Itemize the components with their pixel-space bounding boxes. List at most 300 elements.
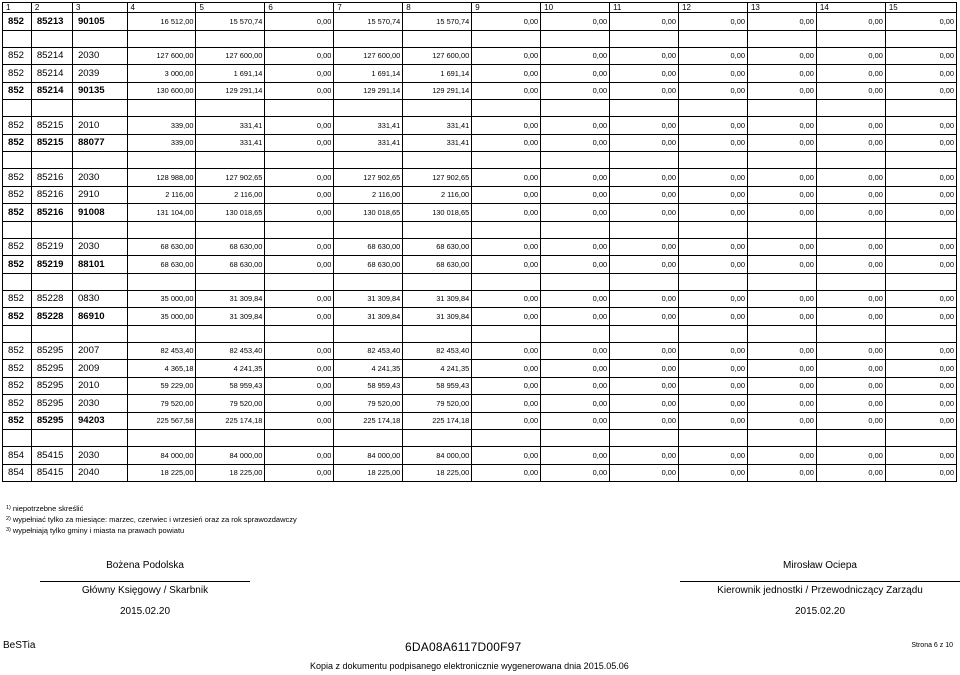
empty-cell [265,221,334,238]
table-row [3,169,957,187]
amount-cell: 2 116,00 [127,186,196,204]
amount-cell: 331,41 [403,134,472,152]
amount-cell: 0,00 [885,377,956,395]
chapter-cell: 85295 [31,342,72,360]
copy-notice: Kopia z dokumentu podpisanego elektronicznie wygenerowana dnia 2015.05.06 [310,661,629,671]
chapter-cell: 85295 [31,360,72,378]
amount-cell: 0,00 [679,134,748,152]
table-row [3,290,957,308]
column-number: 12 [679,3,748,13]
amount-cell: 0,00 [472,204,541,222]
paragraph-cell: 90135 [72,82,127,100]
amount-cell: 0,00 [610,377,679,395]
amount-cell: 0,00 [541,134,610,152]
amount-cell: 0,00 [747,13,816,31]
amount-cell: 0,00 [679,360,748,378]
amount-cell: 130 018,65 [334,204,403,222]
amount-cell: 0,00 [265,238,334,256]
paragraph-cell: 2007 [72,342,127,360]
empty-cell [3,100,32,117]
amount-cell: 0,00 [610,169,679,187]
empty-cell [196,430,265,447]
amount-cell: 0,00 [885,360,956,378]
section-cell: 852 [3,47,32,65]
amount-cell: 1 691,14 [334,65,403,83]
paragraph-cell: 91008 [72,204,127,222]
amount-cell: 18 225,00 [196,464,265,482]
spacer-row [3,152,957,169]
amount-cell: 0,00 [679,256,748,274]
empty-cell [196,325,265,342]
empty-cell [3,325,32,342]
amount-cell: 0,00 [541,82,610,100]
summary-row [3,204,957,222]
amount-cell: 0,00 [265,342,334,360]
amount-cell: 0,00 [265,65,334,83]
empty-cell [127,273,196,290]
amount-cell: 0,00 [265,82,334,100]
summary-row [3,256,957,274]
amount-cell: 127 600,00 [403,47,472,65]
empty-cell [403,100,472,117]
amount-cell: 82 453,40 [196,342,265,360]
empty-cell [747,325,816,342]
amount-cell: 0,00 [541,13,610,31]
section-cell: 852 [3,169,32,187]
section-cell: 852 [3,186,32,204]
amount-cell: 331,41 [334,117,403,135]
empty-cell [610,100,679,117]
chapter-cell: 85219 [31,256,72,274]
table-row [3,342,957,360]
signature-date: 2015.02.20 [794,606,846,617]
amount-cell: 0,00 [816,290,885,308]
amount-cell: 68 630,00 [403,238,472,256]
amount-cell: 0,00 [610,186,679,204]
amount-cell: 68 630,00 [196,256,265,274]
amount-cell: 68 630,00 [334,238,403,256]
amount-cell: 0,00 [816,342,885,360]
chapter-cell: 85295 [31,377,72,395]
amount-cell: 130 600,00 [127,82,196,100]
amount-cell: 0,00 [885,204,956,222]
amount-cell: 0,00 [265,47,334,65]
amount-cell: 0,00 [816,256,885,274]
amount-cell: 59 229,00 [127,377,196,395]
amount-cell: 0,00 [472,360,541,378]
empty-cell [679,221,748,238]
amount-cell: 0,00 [885,65,956,83]
empty-cell [31,152,72,169]
empty-cell [127,221,196,238]
amount-cell: 0,00 [816,464,885,482]
section-cell: 852 [3,82,32,100]
amount-cell: 0,00 [541,342,610,360]
empty-cell [472,152,541,169]
empty-cell [747,152,816,169]
amount-cell: 18 225,00 [403,464,472,482]
empty-cell [334,221,403,238]
chapter-cell: 85214 [31,65,72,83]
chapter-cell: 85228 [31,290,72,308]
table-row [3,447,957,465]
paragraph-cell: 88101 [72,256,127,274]
section-cell: 852 [3,342,32,360]
amount-cell: 0,00 [472,395,541,413]
amount-cell: 127 902,65 [403,169,472,187]
amount-cell: 0,00 [265,447,334,465]
amount-cell: 79 520,00 [334,395,403,413]
chapter-cell: 85215 [31,117,72,135]
amount-cell: 331,41 [403,117,472,135]
summary-row [3,134,957,152]
empty-cell [816,30,885,47]
amount-cell: 225 174,18 [196,412,265,430]
amount-cell: 0,00 [885,308,956,326]
column-number: 6 [265,3,334,13]
amount-cell: 331,41 [196,134,265,152]
amount-cell: 0,00 [610,342,679,360]
empty-cell [679,152,748,169]
empty-cell [885,273,956,290]
section-cell: 852 [3,308,32,326]
amount-cell: 0,00 [610,395,679,413]
summary-row [3,13,957,31]
amount-cell: 15 570,74 [196,13,265,31]
amount-cell: 0,00 [610,447,679,465]
table-row [3,186,957,204]
amount-cell: 0,00 [885,13,956,31]
empty-cell [816,152,885,169]
chapter-cell: 85214 [31,82,72,100]
chapter-cell: 85216 [31,169,72,187]
amount-cell: 0,00 [816,117,885,135]
summary-row [3,82,957,100]
amount-cell: 58 959,43 [334,377,403,395]
financial-table [2,2,957,482]
amount-cell: 4 365,18 [127,360,196,378]
empty-cell [403,221,472,238]
amount-cell: 0,00 [816,238,885,256]
amount-cell: 0,00 [885,395,956,413]
empty-cell [72,325,127,342]
amount-cell: 0,00 [610,82,679,100]
amount-cell: 127 600,00 [334,47,403,65]
amount-cell: 0,00 [472,412,541,430]
signatory-role: Główny Księgowy / Skarbnik [81,585,209,596]
amount-cell: 0,00 [265,186,334,204]
empty-cell [541,30,610,47]
empty-cell [3,221,32,238]
amount-cell: 0,00 [885,256,956,274]
signature-chief-accountant [40,560,250,617]
paragraph-cell: 2040 [72,464,127,482]
signatory-role: Kierownik jednostki / Przewodniczący Zarządu [717,585,923,596]
signatory-name: Mirosław Ociepa [783,560,857,571]
signature-line [40,581,250,582]
column-number: 1 [3,3,32,13]
empty-cell [334,30,403,47]
empty-cell [816,430,885,447]
empty-cell [885,430,956,447]
amount-cell: 127 902,65 [196,169,265,187]
amount-cell: 35 000,00 [127,290,196,308]
table-row [3,47,957,65]
amount-cell: 79 520,00 [403,395,472,413]
column-number: 11 [610,3,679,13]
empty-cell [3,430,32,447]
amount-cell: 0,00 [747,395,816,413]
empty-cell [31,100,72,117]
amount-cell: 0,00 [610,412,679,430]
amount-cell: 31 309,84 [403,308,472,326]
column-number: 3 [72,3,127,13]
amount-cell: 4 241,35 [334,360,403,378]
amount-cell: 68 630,00 [127,238,196,256]
amount-cell: 0,00 [679,117,748,135]
empty-cell [72,152,127,169]
amount-cell: 0,00 [747,290,816,308]
amount-cell: 0,00 [610,464,679,482]
amount-cell: 0,00 [265,256,334,274]
spacer-row [3,325,957,342]
signatory-name: Bożena Podolska [106,560,184,571]
amount-cell: 0,00 [541,308,610,326]
amount-cell: 0,00 [885,82,956,100]
amount-cell: 331,41 [334,134,403,152]
empty-cell [747,221,816,238]
amount-cell: 127 902,65 [334,169,403,187]
column-number: 15 [885,3,956,13]
paragraph-cell: 2910 [72,186,127,204]
empty-cell [816,100,885,117]
empty-cell [196,100,265,117]
amount-cell: 130 018,65 [196,204,265,222]
empty-cell [31,325,72,342]
amount-cell: 0,00 [610,47,679,65]
empty-cell [196,30,265,47]
paragraph-cell: 2030 [72,169,127,187]
empty-cell [265,152,334,169]
amount-cell: 0,00 [816,447,885,465]
amount-cell: 1 691,14 [196,65,265,83]
amount-cell: 0,00 [265,117,334,135]
amount-cell: 0,00 [541,395,610,413]
footnote [6,525,297,536]
column-number: 9 [472,3,541,13]
chapter-cell: 85216 [31,204,72,222]
amount-cell: 3 000,00 [127,65,196,83]
amount-cell: 131 104,00 [127,204,196,222]
empty-cell [265,430,334,447]
amount-cell: 0,00 [816,186,885,204]
amount-cell: 0,00 [747,360,816,378]
amount-cell: 0,00 [747,342,816,360]
amount-cell: 0,00 [679,186,748,204]
empty-cell [610,430,679,447]
amount-cell: 0,00 [541,238,610,256]
amount-cell: 0,00 [472,169,541,187]
paragraph-cell: 2010 [72,117,127,135]
empty-cell [265,273,334,290]
amount-cell: 1 691,14 [403,65,472,83]
amount-cell: 0,00 [265,134,334,152]
amount-cell: 0,00 [747,308,816,326]
amount-cell: 2 116,00 [403,186,472,204]
amount-cell: 31 309,84 [334,290,403,308]
section-cell: 852 [3,360,32,378]
amount-cell: 225 174,18 [403,412,472,430]
amount-cell: 0,00 [885,447,956,465]
signature-date: 2015.02.20 [119,606,171,617]
amount-cell: 2 116,00 [334,186,403,204]
amount-cell: 331,41 [196,117,265,135]
amount-cell: 0,00 [816,204,885,222]
section-cell: 852 [3,377,32,395]
empty-cell [472,325,541,342]
paragraph-cell: 90105 [72,13,127,31]
column-number-row [3,3,957,13]
amount-cell: 0,00 [679,169,748,187]
chapter-cell: 85214 [31,47,72,65]
signature-head-of-unit [680,560,960,617]
amount-cell: 0,00 [541,377,610,395]
empty-cell [885,221,956,238]
section-cell: 852 [3,13,32,31]
empty-cell [72,273,127,290]
amount-cell: 82 453,40 [334,342,403,360]
amount-cell: 15 570,74 [334,13,403,31]
amount-cell: 0,00 [472,65,541,83]
amount-cell: 0,00 [885,238,956,256]
amount-cell: 0,00 [610,256,679,274]
amount-cell: 0,00 [816,412,885,430]
empty-cell [403,325,472,342]
empty-cell [472,221,541,238]
amount-cell: 68 630,00 [127,256,196,274]
empty-cell [72,100,127,117]
empty-cell [541,221,610,238]
table-row [3,464,957,482]
amount-cell: 31 309,84 [196,290,265,308]
amount-cell: 0,00 [472,13,541,31]
amount-cell: 0,00 [679,238,748,256]
amount-cell: 0,00 [541,447,610,465]
amount-cell: 31 309,84 [334,308,403,326]
amount-cell: 0,00 [610,13,679,31]
empty-cell [472,100,541,117]
amount-cell: 68 630,00 [334,256,403,274]
amount-cell: 0,00 [747,238,816,256]
amount-cell: 68 630,00 [403,256,472,274]
column-number: 10 [541,3,610,13]
empty-cell [31,221,72,238]
empty-cell [472,273,541,290]
section-cell: 852 [3,238,32,256]
empty-cell [127,152,196,169]
empty-cell [31,430,72,447]
amount-cell: 0,00 [472,464,541,482]
amount-cell: 0,00 [472,238,541,256]
table-row [3,238,957,256]
amount-cell: 0,00 [747,65,816,83]
amount-cell: 58 959,43 [403,377,472,395]
empty-cell [72,221,127,238]
amount-cell: 68 630,00 [196,238,265,256]
amount-cell: 0,00 [541,204,610,222]
spacer-row [3,30,957,47]
spacer-row [3,430,957,447]
amount-cell: 0,00 [816,65,885,83]
column-number: 5 [196,3,265,13]
empty-cell [3,30,32,47]
column-number: 2 [31,3,72,13]
section-cell: 852 [3,395,32,413]
amount-cell: 0,00 [541,169,610,187]
amount-cell: 18 225,00 [127,464,196,482]
page-number: Strona 6 z 10 [911,642,953,649]
amount-cell: 0,00 [541,117,610,135]
amount-cell: 0,00 [541,464,610,482]
amount-cell: 0,00 [610,134,679,152]
amount-cell: 0,00 [747,82,816,100]
empty-cell [747,100,816,117]
empty-cell [127,325,196,342]
empty-cell [472,30,541,47]
amount-cell: 0,00 [265,412,334,430]
spacer-row [3,273,957,290]
paragraph-cell: 86910 [72,308,127,326]
amount-cell: 0,00 [885,186,956,204]
amount-cell: 127 600,00 [127,47,196,65]
paragraph-cell: 0830 [72,290,127,308]
empty-cell [885,325,956,342]
empty-cell [334,325,403,342]
section-cell: 852 [3,204,32,222]
section-cell: 852 [3,134,32,152]
section-cell: 852 [3,412,32,430]
amount-cell: 58 959,43 [196,377,265,395]
amount-cell: 0,00 [747,377,816,395]
empty-cell [72,430,127,447]
amount-cell: 0,00 [265,395,334,413]
amount-cell: 0,00 [679,47,748,65]
amount-cell: 2 116,00 [196,186,265,204]
amount-cell: 79 520,00 [196,395,265,413]
software-name: BeSTia [3,640,36,651]
amount-cell: 0,00 [747,204,816,222]
empty-cell [679,273,748,290]
footnote-text: wypełniać tylko za miesiące: marzec, czerwiec i wrzesień oraz za rok sprawozdawczy [12,515,297,524]
amount-cell: 0,00 [472,256,541,274]
amount-cell: 0,00 [747,134,816,152]
amount-cell: 339,00 [127,134,196,152]
amount-cell: 84 000,00 [334,447,403,465]
amount-cell: 0,00 [747,464,816,482]
empty-cell [610,325,679,342]
amount-cell: 0,00 [679,447,748,465]
empty-cell [679,100,748,117]
amount-cell: 0,00 [747,169,816,187]
amount-cell: 0,00 [816,47,885,65]
signature-line [680,581,960,582]
amount-cell: 0,00 [816,169,885,187]
table-row [3,65,957,83]
empty-cell [816,221,885,238]
amount-cell: 0,00 [747,447,816,465]
empty-cell [610,273,679,290]
empty-cell [127,100,196,117]
